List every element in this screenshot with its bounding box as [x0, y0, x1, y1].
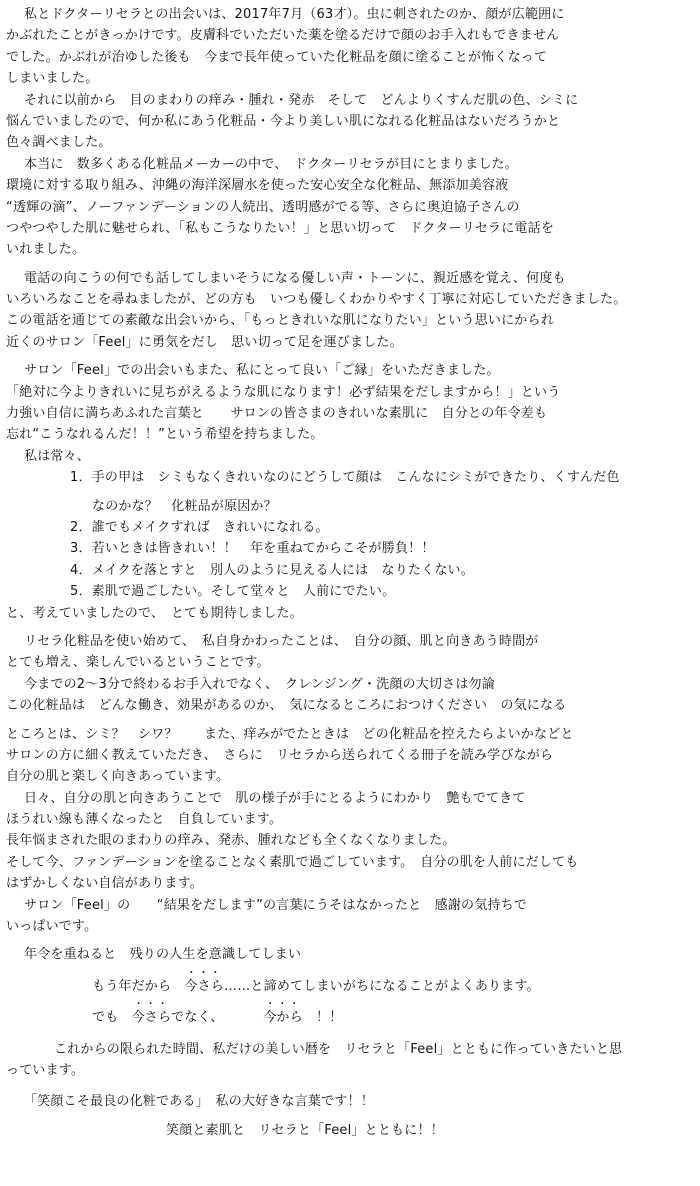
- emphasis-imakara: ・・・ 今から: [263, 1007, 303, 1028]
- letter-line: サロンの方に細く教えていただき、 さらに リセラから送られてくる冊子を読み学びながら: [6, 747, 554, 763]
- letter-line: 「絶対に今よりきれいに見ちがえるような肌になります！必ず結果をだしますから！」という: [6, 384, 561, 400]
- list-item-1: 1．手の甲は シミもなくきれいなのにどうして顔は こんなにシミができたり、くすんだ色: [70, 470, 620, 486]
- letter-line: 環境に対する取り組み、沖縄の海洋深層水を使った安心安全な化粧品、無添加美容液: [6, 178, 509, 194]
- letter-line: サロン「Feel」での出会いもまた、私にとって良い「ご縁」をいただきました。: [24, 363, 500, 379]
- list-item-4: 4．メイクを落とすと 別人のように見える人には なりたくない。: [70, 562, 474, 578]
- emphasis-line-1: [6, 976, 694, 997]
- letter-line: 悩んでいましたので、何か私にあう化粧品・今より美しい肌になれる化粧品はないだろうかと: [6, 113, 561, 129]
- letter-line: 忘れ“こうなれるんだ！！”という希望を持ちました。: [6, 427, 324, 443]
- phrase-demo: でも: [92, 1010, 119, 1026]
- letter-line: 今までの2〜3分で終わるお手入れでなく、 クレンジング・洗顔の大切さは勿論: [24, 676, 495, 692]
- list-item-5: 5．素肌で過ごしたい。そして堂々と 人前にでたい。: [70, 584, 396, 600]
- letter-line: はずかしくない自信があります。: [6, 876, 203, 892]
- emphasis-imasara-denaku: ・・・ 今さらでなく、: [132, 1007, 224, 1028]
- letter-line: 私は常々、: [24, 448, 91, 464]
- letter-line: いれました。: [6, 242, 86, 258]
- letter-line: っています。: [6, 1062, 85, 1078]
- list-item-3: 3．若いときは皆きれい！！ 年を重ねてからこそが勝負！！: [70, 541, 435, 557]
- letter-line: いろいろなことを尋ねましたが、どの方も いつも優しくわかりやすく丁寧に対応していただきました。: [6, 292, 627, 308]
- letter-line: “透輝の滴”、ノーファンデーションの人続出、透明感がでる等、さらに奥迫協子さんの: [6, 199, 520, 215]
- favorite-quote: 「笑顔こそ最良の化粧である」 私の大好きな言葉です！！: [24, 1094, 374, 1110]
- letter-line: そして今、ファンデーションを塗ることなく素肌で過ごしています。 自分の肌を人前にだしても: [6, 854, 579, 870]
- letter-line: つやつやした肌に魅せられ、「私もこうなりたい！」と思い切って ドクターリセラに電話を: [6, 220, 555, 236]
- letter-line: この化粧品は どんな働き、効果があるのか、 気になるところにおつけください の気になる: [6, 698, 567, 714]
- letter-line: 私とドクターリセラとの出会いは、2017年7月（63才）。虫に刺されたのか、顔が広範囲に: [24, 7, 565, 22]
- letter-line: サロン「Feel」の “結果をだします”の言葉にうそはなかったと 感謝の気持ちで: [24, 897, 527, 913]
- list-item-2: 2．誰でもメイクすれば きれいになれる。: [70, 519, 329, 535]
- letter-line: かぶれたことがきっかけです。皮膚科でいただいた薬を塗るだけで顔のお手入れもできません: [6, 28, 560, 44]
- letter-line: とても増え、楽しんでいるということです。: [6, 655, 270, 671]
- letter-line: と、考えていましたので、 とても期待しました。: [6, 605, 303, 621]
- letter-line: ところとは、シミ？ シワ？ また、痒みがでたときは どの化粧品を控えたらよいかなどと: [6, 726, 574, 742]
- letter-line: リセラ化粧品を使い始めて、 私自身かわったことは、 自分の顔、肌と向きあう時間が: [24, 633, 539, 649]
- letter-line: でした。かぶれが治ゆした後も 今まで長年使っていた化粧品を顔に塗ることが怖くなって: [6, 49, 548, 65]
- letter-line: しまいました。: [6, 71, 99, 87]
- letter-line: ほうれい線も薄くなったと 自負しています。: [6, 812, 283, 828]
- closing-line: 笑顔と素肌と リセラと「Feel」とともに！！: [166, 1122, 444, 1138]
- letter-line: と諦めてしまいがちになることがよくあります。: [250, 978, 540, 994]
- letter-line: 自分の肌と楽しく向きあっています。: [6, 769, 230, 785]
- letter-line: この電話を通じての素敵な出会いから、「もっときれいな肌になりたい」という思いにかられ: [6, 313, 554, 329]
- letter-line: 本当に 数多くある化粧品メーカーの中で、 ドクターリセラが目にとまりました。: [24, 156, 518, 172]
- exclamation: ！！: [316, 1010, 343, 1026]
- letter-line: 電話の向こうの何でも話してしまいそうになる優しい声・トーンに、親近感を覚え、何度も: [24, 270, 566, 286]
- letter-line: 力強い自信に満ちあふれた言葉と サロンの皆さまのきれいな素肌に 自分との年令差も: [6, 406, 548, 422]
- letter-line: 色々調べました。: [6, 135, 112, 151]
- emphasis-imasara: ・・・ 今さら: [184, 976, 224, 997]
- list-item-1-cont: なのかな？ 化粧品が原因か？: [92, 498, 277, 514]
- letter-line: これからの限られた時間、私だけの美しい暦を リセラと「Feel」とともに作っていきたいと思: [54, 1041, 623, 1057]
- ellipsis: ……: [224, 978, 251, 994]
- letter-line: 日々、自分の肌と向きあうことで 肌の様子が手にとるようにわかり 艶もでてきて: [24, 790, 526, 806]
- phrase-mou-toshi: もう年だから: [92, 978, 172, 994]
- letter-line: 近くのサロン「Feel」に勇気をだし 思い切って足を運びました。: [6, 334, 403, 350]
- letter-line: 長年悩まされた眼のまわりの痒み、発赤、腫れなども全くなくなりました。: [6, 833, 456, 849]
- emphasis-line-2: [6, 1007, 694, 1028]
- letter-line: 年令を重ねると 残りの人生を意識してしまい: [24, 947, 302, 963]
- letter-line: いっぱいです。: [6, 919, 98, 935]
- letter-line: それに以前から 目のまわりの痒み・腫れ・発赤 そして どんよりくすんだ肌の色、シミに: [24, 92, 579, 108]
